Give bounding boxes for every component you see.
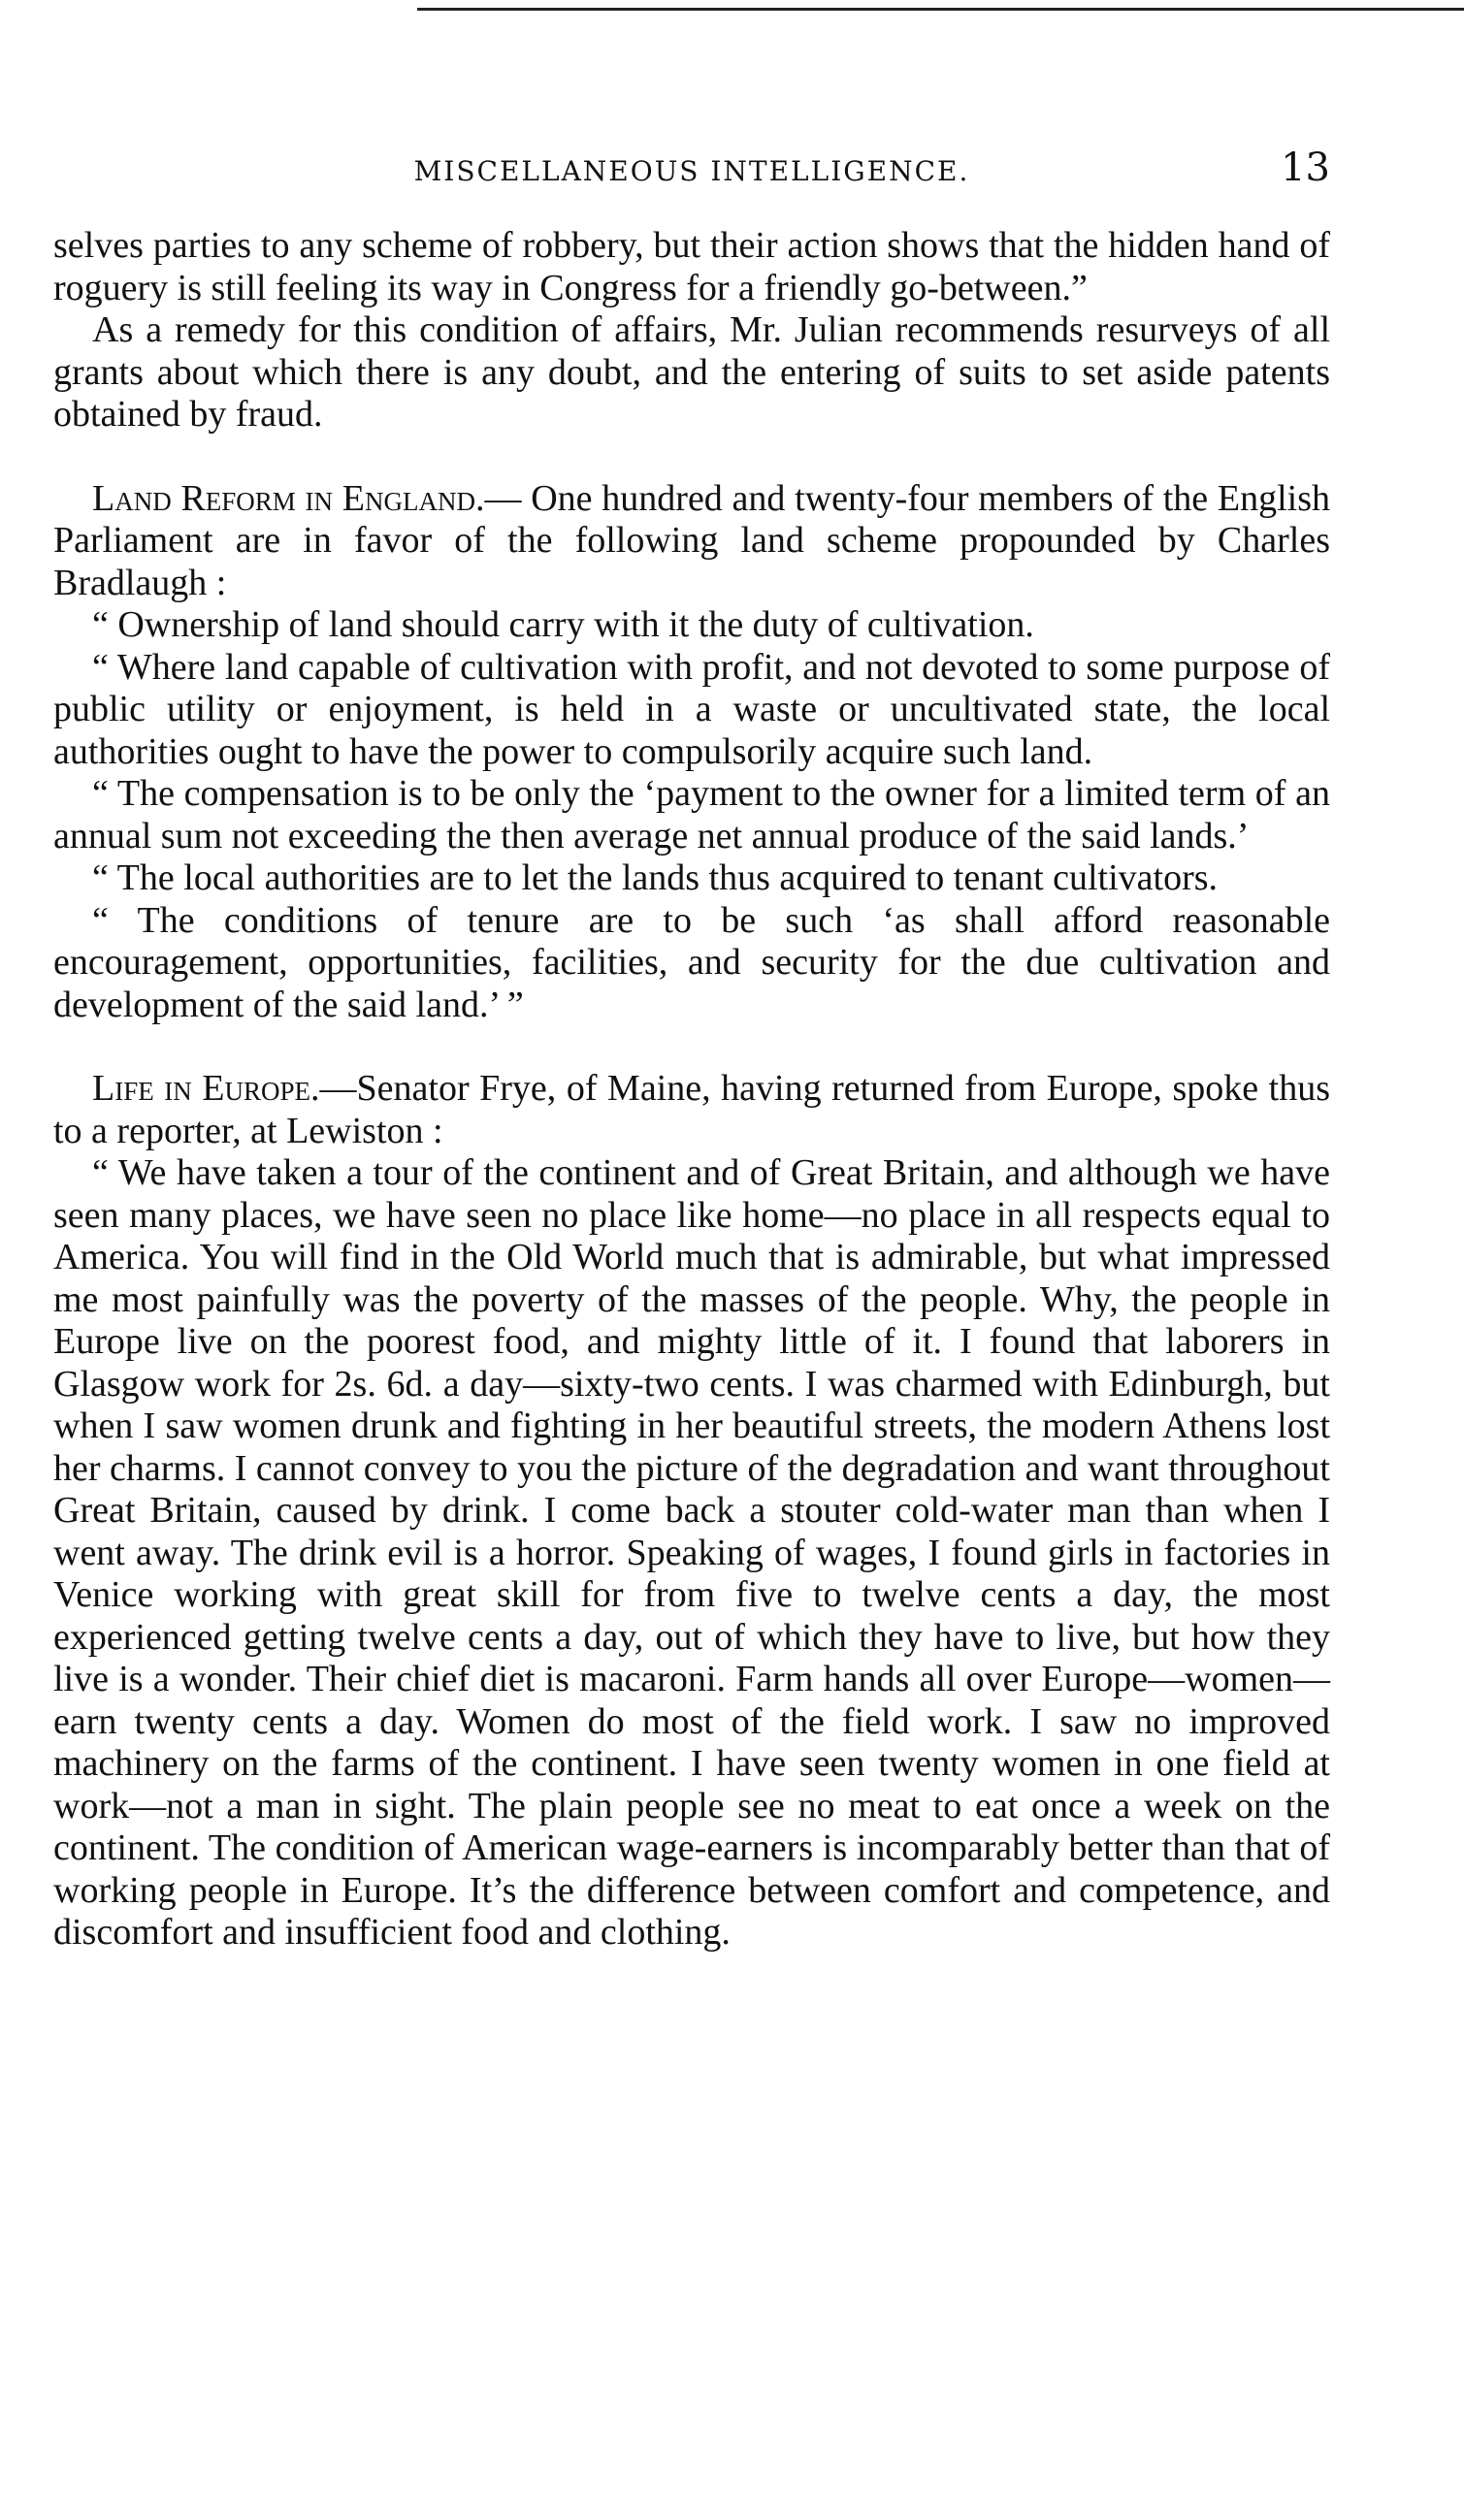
continuation-paragraph: selves parties to any scheme of robbery, but their action shows that the hidden hand of roguery is still feeling its way in Congress for a friendly go-between.”	[53, 225, 1330, 308]
land-reform-intro	[53, 478, 1330, 605]
life-in-europe-heading: Life in Europe.	[92, 1068, 320, 1109]
page	[53, 145, 1330, 1955]
land-reform-quote: “ The local authorities are to let the lands thus acquired to tenant cultivators.	[92, 857, 1219, 898]
life-in-europe-section	[53, 1068, 1330, 1955]
life-in-europe-intro	[53, 1068, 1330, 1152]
land-reform-quote: “ Ownership of land should carry with it the duty of cultivation.	[92, 604, 1034, 645]
land-reform-quote: “ The compensation is to be only the ‘payment to the owner for a limited term of an annual sum not exceeding the then average net annual produce of the said lands.’	[53, 773, 1330, 856]
top-rule	[417, 8, 1464, 11]
life-in-europe-intro-text: —Senator Frye, of Maine, having returned from Europe, spoke thus to a reporter, at Lewiston :	[53, 1068, 1330, 1151]
land-reform-quote: “ Where land capable of cultivation with profit, and not devoted to some purpose of public utility or enjoyment, is held in a waste or uncultivated state, the local authorities ought to have the power to compulsorily acquire such land.	[53, 646, 1330, 772]
running-head	[53, 145, 1330, 204]
continuation-section	[53, 225, 1330, 436]
page-number: 13	[1281, 145, 1330, 190]
land-reform-intro-text: — One hundred and twenty-four members of the English Parliament are in favor of the following land scheme propounded by Charles Bradlaugh :	[53, 477, 1330, 603]
land-reform-heading: Land Reform in England.	[92, 477, 485, 519]
continuation-paragraph: As a remedy for this condition of affairs, Mr. Julian recommends resurveys of all grants about which there is any doubt, and the entering of suits to set aside patents obtained by fraud.	[53, 309, 1330, 435]
life-in-europe-quote: “ We have taken a tour of the continent and of Great Britain, and although we have seen many places, we have seen no place like home—no place in all respects equal to America. You will find in the Old World much that is admirable, but what impressed me most painfully was the poverty of the masses of the people. Why, the people in Europe live on the poorest food, and mighty little of it. I found that laborers in Glasgow work for 2s. 6d. a day—sixty-two cents. I was charmed with Edinburgh, but when I saw women drunk and fighting in her beautiful streets, the modern Athens lost her charms. I cannot convey to you the picture of the degradation and want throughout Great Britain, caused by drink. I come back a stouter cold-water man than when I went away. The drink evil is a horror. Speaking of wages, I found girls in factories in Venice working with great skill for from five to twelve cents a day, the most experienced getting twelve cents a day, out of which they have to live, but how they live is a wonder. Their chief diet is macaroni. Farm hands all over Europe—women—earn twenty cents a day. Women do most of the field work. I saw no improved machinery on the farms of the continent. I have seen twenty women in one field at work—not a man in sight. The plain people see no meat to eat once a week on the continent. The condition of American wage-earners is incomparably better than that of working people in Europe. It’s the difference between comfort and competence, and discomfort and insufficient food and clothing.	[53, 1152, 1330, 1953]
land-reform-quote: “ The conditions of tenure are to be such ‘as shall afford reasonable encouragement, opportunities, facilities, and security for the due cultivation and development of the said land.’ ”	[53, 899, 1330, 1025]
land-reform-section	[53, 478, 1330, 1027]
running-title: MISCELLANEOUS INTELLIGENCE.	[413, 155, 970, 187]
